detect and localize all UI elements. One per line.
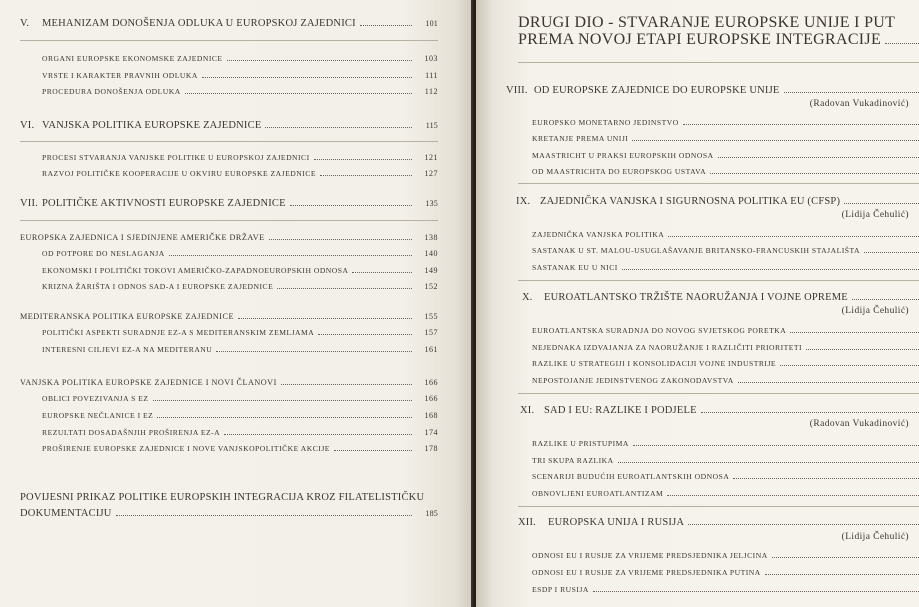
toc-entry[interactable]: ODNOSI EU I RUSIJE ZA VRIJEME PREDSJEDNIKA JELJCINA xyxy=(532,551,919,560)
dot-leader xyxy=(153,400,413,401)
toc-entry[interactable]: NEPOSTOJANJE JEDINSTVENOG ZAKONODAVSTVA xyxy=(532,376,919,385)
dot-leader xyxy=(618,462,919,463)
toc-entry[interactable]: EUROATLANTSKA SURADNJA DO NOVOG SVJETSKOG PORETKA xyxy=(532,326,919,335)
divider xyxy=(20,141,438,142)
dot-leader xyxy=(281,384,412,385)
dot-leader xyxy=(320,175,412,176)
chapter-heading-cont[interactable]: DOKUMENTACIJU 185 xyxy=(20,508,438,519)
dot-leader xyxy=(593,591,919,592)
dot-leader xyxy=(864,252,919,253)
author: (Lidija Čehulić) xyxy=(841,306,909,316)
dot-leader xyxy=(334,450,412,451)
dot-leader xyxy=(352,272,412,273)
section-heading[interactable]: VANJSKA POLITIKA EUROPSKE ZAJEDNICE I NOVI ČLANOVI 166 xyxy=(20,378,438,387)
toc-entry[interactable]: VRSTE I KARAKTER PRAVNIH ODLUKA 111 xyxy=(42,71,438,80)
dot-leader xyxy=(277,288,412,289)
dot-leader xyxy=(780,365,919,366)
toc-entry[interactable]: EUROPSKE NEČLANICE I EZ 168 xyxy=(42,411,438,420)
dot-leader xyxy=(265,127,412,128)
toc-entry[interactable]: KRIZNA ŽARIŠTA I ODNOS SAD-A I EUROPSKE ZAJEDNICE 152 xyxy=(42,282,438,291)
chapter-heading[interactable]: VIII. OD EUROPSKE ZAJEDNICE DO EUROPSKE UNIJE xyxy=(506,85,919,96)
toc-entry[interactable]: SCENARIJI BUDUĆIH EUROATLANTSKIH ODNOSA xyxy=(532,472,919,481)
section-heading[interactable]: MEDITERANSKA POLITIKA EUROPSKE ZAJEDNICE 155 xyxy=(20,312,438,321)
dot-leader xyxy=(844,203,919,204)
divider xyxy=(518,183,919,184)
dot-leader xyxy=(738,382,919,383)
dot-leader xyxy=(668,236,919,237)
dot-leader xyxy=(790,332,919,333)
dot-leader xyxy=(360,25,412,26)
toc-entry[interactable]: KRETANJE PREMA UNIJI xyxy=(532,134,919,143)
toc-entry[interactable]: REZULTATI DOSADAŠNJIH PROŠIRENJA EZ-A 174 xyxy=(42,428,438,437)
dot-leader xyxy=(688,524,919,525)
divider xyxy=(518,62,919,63)
dot-leader xyxy=(622,269,919,270)
dot-leader xyxy=(633,445,919,446)
toc-entry[interactable]: POLITIČKI ASPEKTI SURADNJE EZ-A S MEDITERANSKIM ZEMLJAMA 157 xyxy=(42,328,438,337)
toc-entry[interactable]: PROŠIRENJE EUROPSKE ZAJEDNICE I NOVE VANJSKOPOLITIČKE AKCIJE 178 xyxy=(42,444,438,453)
chapter-heading[interactable]: XII. EUROPSKA UNIJA I RUSIJA xyxy=(518,517,919,528)
toc-entry[interactable]: EKONOMSKI I POLITIČKI TOKOVI AMERIČKO-ZAPADNOEUROPSKIH ODNOSA 149 xyxy=(42,266,438,275)
dot-leader xyxy=(806,349,919,350)
toc-entry[interactable]: PROCEDURA DONOŠENJA ODLUKA 112 xyxy=(42,87,438,96)
toc-entry[interactable]: EUROPSKO MONETARNO JEDINSTVO xyxy=(532,118,919,127)
toc-entry[interactable]: RAZVOJ POLITIČKE KOOPERACIJE U OKVIRU EUROPSKE ZAJEDNICE 127 xyxy=(42,169,438,178)
dot-leader xyxy=(784,92,919,93)
section-heading[interactable]: EUROPSKA ZAJEDNICA I SJEDINJENE AMERIČKE DRŽAVE 138 xyxy=(20,233,438,242)
toc-entry[interactable]: ODNOSI EU I RUSIJE ZA VRIJEME PREDSJEDNIKA PUTINA xyxy=(532,568,919,577)
dot-leader xyxy=(227,60,412,61)
dot-leader xyxy=(733,478,919,479)
toc-entry[interactable]: TRI SKUPA RAZLIKA xyxy=(532,456,919,465)
dot-leader xyxy=(701,412,919,413)
author: (Radovan Vukadinović) xyxy=(809,419,909,429)
dot-leader xyxy=(632,140,919,141)
dot-leader xyxy=(202,77,412,78)
toc-entry[interactable]: RAZLIKE U PRISTUPIMA xyxy=(532,439,919,448)
dot-leader xyxy=(216,351,412,352)
dot-leader xyxy=(667,495,919,496)
dot-leader xyxy=(169,255,412,256)
chapter-heading[interactable]: IX. ZAJEDNIČKA VANJSKA I SIGURNOSNA POLITIKA EU (CFSP) xyxy=(516,196,919,207)
toc-entry[interactable]: RAZLIKE U STRATEGIJI I KONSOLIDACIJI VOJNE INDUSTRIJE xyxy=(532,359,919,368)
toc-entry[interactable]: OD MAASTRICHTA DO EUROPSKOG USTAVA xyxy=(532,167,919,176)
chapter-heading[interactable]: V. MEHANIZAM DONOŠENJA ODLUKA U EUROPSKOJ ZAJEDNICI 101 xyxy=(20,18,438,29)
toc-entry[interactable]: INTERESNI CILJEVI EZ-A NA MEDITERANU 161 xyxy=(42,345,438,354)
part-title-cont: PREMA NOVOJ ETAPI EUROPSKE INTEGRACIJE xyxy=(518,31,919,48)
toc-entry[interactable]: ZAJEDNIČKA VANJSKA POLITIKA xyxy=(532,230,919,239)
author: (Lidija Čehulić) xyxy=(841,210,909,220)
dot-leader xyxy=(772,557,919,558)
dot-leader xyxy=(224,434,412,435)
dot-leader xyxy=(765,574,919,575)
toc-entry[interactable]: MAASTRICHT U PRAKSI EUROPSKIH ODNOSA xyxy=(532,151,919,160)
chapter-heading[interactable]: POVIJESNI PRIKAZ POLITIKE EUROPSKIH INTEGRACIJA KROZ FILATELISTIČKU xyxy=(20,492,425,503)
toc-entry[interactable]: SASTANAK U ST. MALOU-USUGLAŠAVANJE BRITANSKO-FRANCUSKIH STAJALIŠTA xyxy=(532,246,919,255)
toc-entry[interactable]: PROCESI STVARANJA VANJSKE POLITIKE U EUROPSKOJ ZAJEDNICI 121 xyxy=(42,153,438,162)
divider xyxy=(20,220,438,221)
dot-leader xyxy=(885,43,919,44)
author: (Radovan Vukadinović) xyxy=(809,99,909,109)
dot-leader xyxy=(116,515,412,516)
toc-entry[interactable]: OBNOVLJENI EUROATLANTIZAM xyxy=(532,489,919,498)
dot-leader xyxy=(718,157,919,158)
toc-entry[interactable]: OD POTPORE DO NESLAGANJA 140 xyxy=(42,249,438,258)
divider xyxy=(518,280,919,281)
chapter-heading[interactable]: X. EUROATLANTSKO TRŽIŠTE NAORUŽANJA I VOJNE OPREME xyxy=(522,292,919,303)
dot-leader xyxy=(710,173,919,174)
dot-leader xyxy=(157,417,412,418)
dot-leader xyxy=(683,124,919,125)
author: (Lidija Čehulić) xyxy=(841,532,909,542)
toc-entry[interactable]: ORGANI EUROPSKE EKONOMSKE ZAJEDNICE 103 xyxy=(42,54,438,63)
dot-leader xyxy=(238,318,412,319)
right-page xyxy=(476,0,919,607)
divider xyxy=(20,40,438,41)
chapter-heading[interactable]: XI. SAD I EU: RAZLIKE I PODJELE xyxy=(520,405,919,416)
toc-entry[interactable]: SASTANAK EU U NICI xyxy=(532,263,919,272)
dot-leader xyxy=(318,334,412,335)
part-title: DRUGI DIO - STVARANJE EUROPSKE UNIJE I PUT xyxy=(518,14,896,31)
toc-entry[interactable]: ESDP I RUSIJA xyxy=(532,585,919,594)
dot-leader xyxy=(290,205,412,206)
toc-entry[interactable]: OBLICI POVEZIVANJA S EZ 166 xyxy=(42,394,438,403)
dot-leader xyxy=(852,299,919,300)
toc-entry[interactable]: NEJEDNAKA IZDVAJANJA ZA NAORUŽANJE I RAZLIČITI PRIORITETI xyxy=(532,343,919,352)
divider xyxy=(518,506,919,507)
chapter-heading[interactable]: VI. VANJSKA POLITIKA EUROPSKE ZAJEDNICE 115 xyxy=(20,120,438,131)
dot-leader xyxy=(314,159,412,160)
dot-leader xyxy=(269,239,412,240)
chapter-heading[interactable]: VII. POLITIČKE AKTIVNOSTI EUROPSKE ZAJEDNICE 135 xyxy=(20,198,438,209)
divider xyxy=(518,393,919,394)
dot-leader xyxy=(185,93,412,94)
